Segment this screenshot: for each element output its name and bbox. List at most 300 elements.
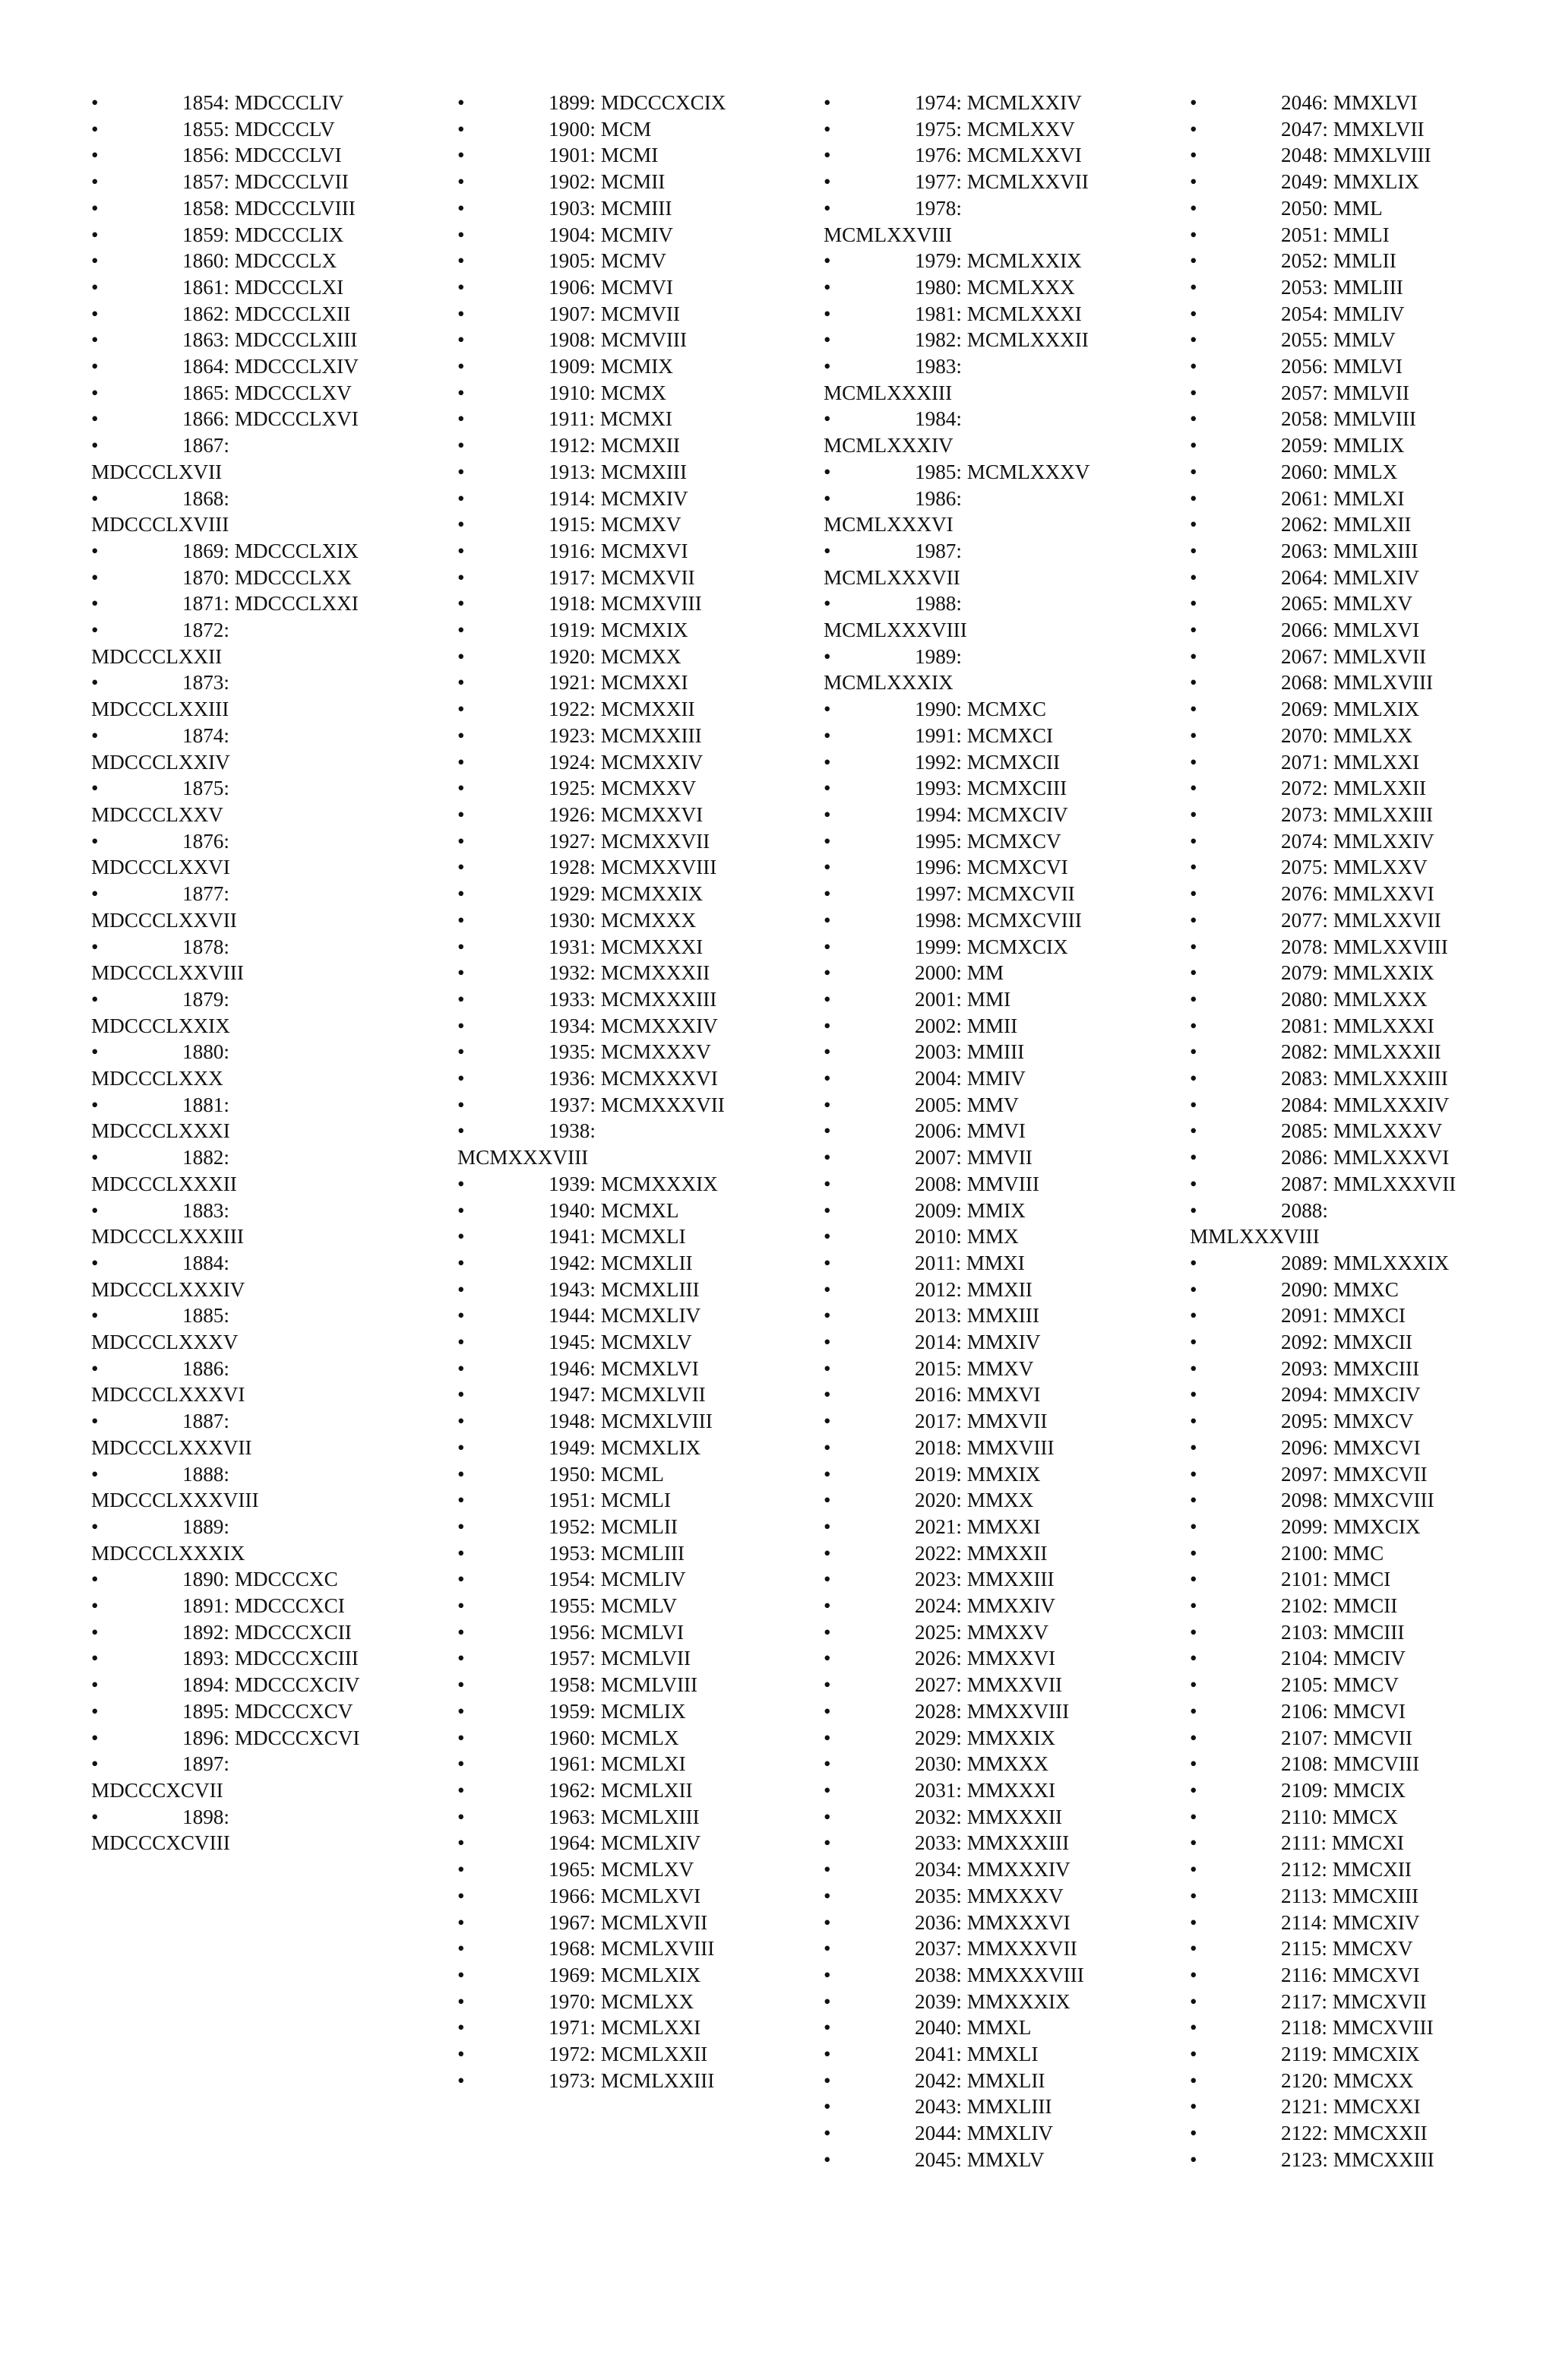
bullet-icon: • [1190,328,1197,352]
year-roman-entry: 1875: MDCCCLXXV [91,777,229,826]
list-item [1190,142,1460,169]
list-item [457,723,728,749]
bullet-icon: • [91,1752,99,1776]
list-item [457,1092,728,1119]
bullet-icon: • [91,1198,99,1222]
list-item [1190,380,1460,407]
bullet-icon: • [1190,2068,1197,2092]
bullet-icon: • [457,1093,465,1116]
year-roman-entry: 1998: MCMXCVIII [915,908,1082,932]
list-item [824,1856,1094,1883]
list-item [457,1751,728,1777]
list-item [91,1566,362,1593]
list-item [91,486,362,538]
list-item [1190,1777,1460,1804]
bullet-icon: • [457,1435,465,1459]
year-roman-entry: 1872: MDCCCLXXII [91,619,229,668]
year-roman-entry: 2050: MML [1281,196,1383,220]
year-roman-entry: 2054: MMLIV [1281,302,1405,325]
list-item [824,1619,1094,1646]
list-item [457,1645,728,1672]
year-roman-entry: 2112: MMCXII [1281,1858,1412,1882]
year-roman-entry: 2091: MMXCI [1281,1304,1406,1328]
list-item [457,2014,728,2041]
bullet-icon: • [457,1410,465,1433]
bullet-icon: • [91,1805,99,1828]
bullet-icon: • [1190,1541,1197,1565]
year-roman-entry: 2003: MMIII [915,1040,1025,1064]
year-roman-entry: 1955: MCMLV [549,1594,677,1618]
bullet-icon: • [1190,961,1197,985]
bullet-icon: • [1190,2147,1197,2171]
list-item [457,195,728,222]
list-item [824,2014,1094,2041]
year-roman-entry: 1883: MDCCCLXXXIII [91,1198,244,1249]
bullet-icon: • [457,935,465,958]
bullet-icon: • [1190,644,1197,668]
year-list-column-2 [457,90,728,2094]
list-item [457,1223,728,1250]
year-roman-entry: 2073: MMLXXIII [1281,802,1434,826]
year-roman-entry: 2049: MMXLIX [1281,170,1420,194]
bullet-icon: • [1190,1514,1197,1538]
list-item [1190,1408,1460,1435]
year-roman-entry: 1877: MDCCCLXXVII [91,882,237,932]
list-item [457,90,728,116]
year-roman-entry: 1958: MCMLVIII [549,1673,698,1697]
year-roman-entry: 1952: MCMLII [549,1514,678,1538]
year-roman-entry: 1943: MCMXLIII [549,1277,700,1301]
list-item [91,1619,362,1646]
year-roman-entry: 1978: MCMLXXVIII [824,196,962,246]
year-roman-entry: 1980: MCMLXXX [915,275,1075,299]
year-roman-entry: 1954: MCMLIV [549,1568,686,1591]
bullet-icon: • [91,302,99,325]
list-item [1190,696,1460,723]
year-roman-entry: 2107: MMCVII [1281,1726,1412,1749]
year-roman-entry: 2117: MMCXVII [1281,1989,1427,2013]
list-item [457,590,728,617]
bullet-icon: • [1190,1198,1197,1222]
list-item [457,380,728,407]
list-item [1190,1381,1460,1408]
bullet-icon: • [91,117,99,141]
bullet-icon: • [1190,565,1197,589]
year-roman-entry: 2053: MMLIII [1281,275,1403,299]
bullet-icon: • [457,1040,465,1064]
bullet-icon: • [91,723,99,747]
list-item [1190,406,1460,432]
bullet-icon: • [824,908,831,932]
year-roman-entry: 2077: MMLXXVII [1281,908,1441,932]
list-item [824,1092,1094,1119]
year-roman-entry: 1973: MCMLXXIII [549,2068,715,2092]
bullet-icon: • [457,170,465,194]
bullet-icon: • [1190,2095,1197,2119]
list-item [824,723,1094,749]
year-roman-entry: 1953: MCMLIII [549,1541,685,1565]
year-roman-entry: 2013: MMXIII [915,1304,1039,1328]
list-item [1190,1118,1460,1144]
bullet-icon: • [824,882,831,906]
list-item [457,1935,728,1962]
year-roman-entry: 2105: MMCV [1281,1673,1399,1697]
year-roman-entry: 1962: MCMLXII [549,1779,693,1802]
bullet-icon: • [1190,1910,1197,1934]
list-item [1190,1619,1460,1646]
list-item [1190,986,1460,1013]
year-roman-entry: 1857: MDCCCLVII [182,170,349,194]
list-item [1190,1935,1460,1962]
bullet-icon: • [457,698,465,721]
year-roman-entry: 1871: MDCCCLXXI [182,592,359,616]
year-roman-entry: 1937: MCMXXXVII [549,1093,725,1116]
bullet-icon: • [1190,2016,1197,2040]
bullet-icon: • [91,592,99,616]
year-list-column-4 [1190,90,1460,2173]
year-roman-entry: 2069: MMLXIX [1281,698,1420,721]
bullet-icon: • [824,1884,831,1907]
year-roman-entry: 2010: MMX [915,1225,1019,1249]
list-item [824,169,1094,195]
list-item [1190,1329,1460,1356]
year-roman-entry: 1898: MDCCCXCVIII [91,1805,230,1855]
list-item [457,1830,728,1856]
bullet-icon: • [1190,302,1197,325]
bullet-icon: • [1190,1647,1197,1670]
bullet-icon: • [1190,802,1197,826]
year-roman-entry: 2026: MMXXVI [915,1647,1056,1670]
list-item [1190,1144,1460,1171]
bullet-icon: • [457,117,465,141]
bullet-icon: • [824,987,831,1011]
bullet-icon: • [457,1620,465,1644]
list-item [1190,169,1460,195]
year-roman-entry: 2038: MMXXXVIII [915,1963,1084,1986]
year-roman-entry: 2101: MMCI [1281,1568,1391,1591]
list-item [91,1645,362,1672]
bullet-icon: • [91,170,99,194]
year-roman-entry: 2020: MMXX [915,1489,1034,1512]
list-item [1190,248,1460,274]
year-roman-entry: 1907: MCMVII [549,302,680,325]
list-item [1190,1435,1460,1461]
bullet-icon: • [1190,619,1197,642]
list-item [824,881,1094,907]
year-roman-entry: 2021: MMXXI [915,1514,1041,1538]
list-item [824,1540,1094,1567]
bullet-icon: • [1190,1119,1197,1143]
year-roman-entry: 1968: MCMLXVIII [549,1937,715,1961]
list-item [824,1171,1094,1198]
bullet-icon: • [824,698,831,721]
bullet-icon: • [91,249,99,273]
list-item [1190,960,1460,986]
list-item [457,749,728,776]
bullet-icon: • [1190,1752,1197,1776]
list-item [457,1672,728,1698]
year-roman-entry: 1880: MDCCCLXXX [91,1040,229,1090]
bullet-icon: • [824,355,831,378]
bullet-icon: • [824,1699,831,1723]
year-roman-entry: 1957: MCMLVII [549,1647,691,1670]
list-item [457,1910,728,1936]
year-roman-entry: 2056: MMLVI [1281,355,1403,378]
year-roman-entry: 2089: MMLXXXIX [1281,1251,1450,1274]
list-item [91,1593,362,1619]
year-roman-entry: 2119: MMCXIX [1281,2043,1420,2066]
bullet-icon: • [824,1225,831,1249]
bullet-icon: • [457,856,465,879]
bullet-icon: • [1190,1277,1197,1301]
year-roman-entry: 2063: MMLXIII [1281,539,1418,562]
bullet-icon: • [824,856,831,879]
year-roman-entry: 2084: MMLXXXIV [1281,1093,1450,1116]
bullet-icon: • [824,1726,831,1749]
list-item [1190,1487,1460,1514]
bullet-icon: • [824,935,831,958]
year-roman-entry: 1951: MCMLI [549,1489,671,1512]
year-roman-entry: 1891: MDCCCXCI [182,1594,345,1618]
year-roman-entry: 2027: MMXXVII [915,1673,1063,1697]
bullet-icon: • [824,460,831,483]
bullet-icon: • [91,381,99,404]
list-item [457,1777,728,1804]
list-item [1190,934,1460,961]
bullet-icon: • [824,1805,831,1828]
list-item [457,1856,728,1883]
list-item [1190,486,1460,512]
bullet-icon: • [1190,1831,1197,1855]
bullet-icon: • [457,223,465,246]
year-roman-entry: 1870: MDCCCLXX [182,565,352,589]
year-roman-entry: 2074: MMLXXIV [1281,829,1434,853]
bullet-icon: • [91,1304,99,1328]
list-item [457,1381,728,1408]
bullet-icon: • [824,723,831,747]
bullet-icon: • [824,1067,831,1090]
list-item [1190,1356,1460,1382]
list-item [457,1198,728,1224]
list-item [824,1593,1094,1619]
year-roman-entry: 1977: MCMLXXVII [915,170,1089,194]
year-roman-entry: 1902: MCMII [549,170,666,194]
bullet-icon: • [1190,908,1197,932]
list-item [1190,222,1460,248]
year-roman-entry: 1979: MCMLXXIX [915,249,1082,273]
year-roman-entry: 1882: MDCCCLXXXII [91,1146,237,1195]
bullet-icon: • [457,1989,465,2013]
bullet-icon: • [824,275,831,299]
year-roman-entry: 1969: MCMLXIX [549,1963,701,1986]
list-item [1190,1198,1460,1250]
year-roman-entry: 1946: MCMXLVI [549,1356,699,1380]
list-item [457,1013,728,1040]
year-roman-entry: 1868: MDCCCLXVIII [91,486,229,536]
list-item [91,1092,362,1144]
list-item [824,854,1094,881]
bullet-icon: • [457,1752,465,1776]
bullet-icon: • [1190,1172,1197,1195]
bullet-icon: • [457,1726,465,1749]
year-roman-entry: 2110: MMCX [1281,1805,1398,1828]
year-roman-entry: 1964: MCMLXIV [549,1831,701,1855]
year-roman-entry: 2113: MMCXIII [1281,1884,1418,1907]
bullet-icon: • [824,1146,831,1169]
list-item [1190,669,1460,696]
year-roman-entry: 2035: MMXXXV [915,1884,1064,1907]
year-roman-entry: 1911: MCMXI [549,407,672,431]
list-item [824,2094,1094,2120]
bullet-icon: • [824,539,831,562]
bullet-icon: • [91,1514,99,1538]
list-item [824,1408,1094,1435]
bullet-icon: • [457,1884,465,1907]
bullet-icon: • [457,434,465,457]
bullet-icon: • [824,1489,831,1512]
bullet-icon: • [824,1410,831,1433]
year-roman-entry: 2092: MMXCII [1281,1331,1412,1354]
list-item [457,169,728,195]
bullet-icon: • [1190,1410,1197,1433]
year-roman-entry: 1989: MCMLXXXIX [824,644,962,695]
bullet-icon: • [1190,750,1197,774]
year-roman-entry: 1936: MCMXXXVI [549,1067,718,1090]
list-item [824,907,1094,934]
bullet-icon: • [91,434,99,457]
year-roman-entry: 2047: MMXLVII [1281,117,1425,141]
bullet-icon: • [1190,223,1197,246]
list-item [91,380,362,407]
year-roman-entry: 2099: MMXCIX [1281,1514,1421,1538]
year-roman-entry: 2009: MMIX [915,1198,1026,1222]
bullet-icon: • [91,565,99,589]
list-item [1190,828,1460,855]
list-item [457,1540,728,1567]
year-roman-entry: 2045: MMXLV [915,2147,1045,2171]
list-item [91,828,362,881]
year-roman-entry: 1987: MCMLXXXVII [824,539,962,589]
list-item [91,169,362,195]
list-item [457,1277,728,1303]
bullet-icon: • [457,1831,465,1855]
year-roman-entry: 1971: MCMLXXI [549,2016,701,2040]
year-roman-entry: 1892: MDCCCXCII [182,1620,352,1644]
year-roman-entry: 2037: MMXXXVII [915,1937,1077,1961]
bullet-icon: • [1190,698,1197,721]
list-item [457,617,728,644]
list-item [1190,1065,1460,1092]
year-roman-entry: 2004: MMIV [915,1067,1026,1090]
bullet-icon: • [824,1383,831,1407]
list-item [824,960,1094,986]
bullet-icon: • [1190,1884,1197,1907]
bullet-icon: • [457,1304,465,1328]
year-roman-entry: 1900: MCM [549,117,652,141]
bullet-icon: • [1190,1462,1197,1486]
list-item [457,1065,728,1092]
list-item [91,1408,362,1461]
year-roman-entry: 1991: MCMXCI [915,723,1054,747]
bullet-icon: • [1190,1093,1197,1116]
bullet-icon: • [91,1251,99,1274]
list-item [1190,644,1460,670]
list-item [824,1487,1094,1514]
bullet-icon: • [1190,355,1197,378]
year-roman-entry: 1992: MCMXCII [915,750,1061,774]
year-roman-entry: 1993: MCMXCIII [915,777,1067,800]
list-item [457,1487,728,1514]
list-item [91,934,362,986]
list-item [1190,1856,1460,1883]
list-item [457,1250,728,1277]
list-item [824,301,1094,328]
bullet-icon: • [824,1331,831,1354]
list-item [1190,1302,1460,1329]
bullet-icon: • [91,777,99,800]
list-item [91,669,362,722]
year-roman-entry: 1912: MCMXII [549,434,680,457]
list-item [1190,2041,1460,2068]
list-item [457,907,728,934]
bullet-icon: • [91,1673,99,1697]
year-roman-entry: 1959: MCMLIX [549,1699,686,1723]
list-item [91,195,362,222]
list-item [1190,1751,1460,1777]
year-roman-entry: 1994: MCMXCIV [915,802,1068,826]
list-item [1190,1540,1460,1567]
bullet-icon: • [824,1014,831,1037]
list-item [1190,565,1460,591]
year-roman-entry: 1879: MDCCCLXXIX [91,987,230,1037]
bullet-icon: • [91,1647,99,1670]
list-item [457,828,728,855]
bullet-icon: • [457,1910,465,1934]
list-item [91,1461,362,1514]
bullet-icon: • [824,1989,831,2013]
list-item [457,881,728,907]
bullet-icon: • [824,302,831,325]
year-roman-entry: 1988: MCMLXXXVIII [824,592,967,642]
year-roman-entry: 1948: MCMXLVIII [549,1410,713,1433]
list-item [1190,353,1460,380]
list-item [1190,116,1460,143]
bullet-icon: • [824,1462,831,1486]
list-item [1190,195,1460,222]
list-item [457,538,728,565]
year-roman-entry: 1895: MDCCCXCV [182,1699,353,1723]
year-roman-entry: 2028: MMXXVIII [915,1699,1070,1723]
bullet-icon: • [457,1277,465,1301]
list-item [824,1250,1094,1277]
year-roman-entry: 2061: MMLXI [1281,486,1405,510]
year-roman-entry: 2065: MMLXV [1281,592,1412,616]
year-roman-entry: 1976: MCMLXXVI [915,144,1082,167]
list-item [824,142,1094,169]
bullet-icon: • [457,1225,465,1249]
list-item [824,1329,1094,1356]
year-roman-entry: 1921: MCMXXI [549,671,688,695]
bullet-icon: • [457,619,465,642]
year-roman-entry: 2108: MMCVIII [1281,1752,1420,1776]
year-roman-entry: 2123: MMCXXIII [1281,2147,1434,2171]
bullet-icon: • [457,1356,465,1380]
list-item [457,301,728,328]
year-roman-entry: 1876: MDCCCLXXVI [91,829,230,879]
year-roman-entry: 1910: MCMX [549,381,666,404]
bullet-icon: • [1190,1568,1197,1591]
list-item [91,1144,362,1197]
